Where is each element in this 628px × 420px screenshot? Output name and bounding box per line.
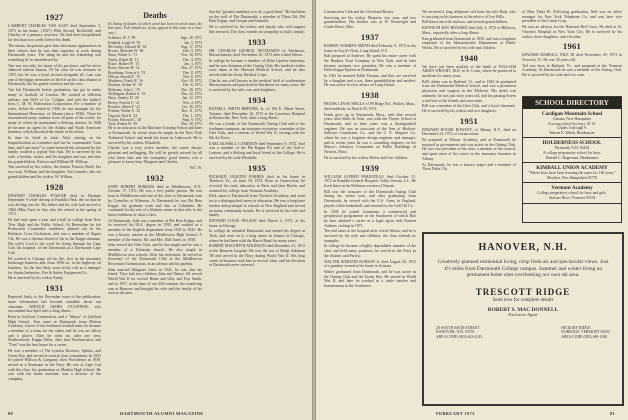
school-listing (523, 109, 621, 138)
address-line: AREA CODE (802) 649-1040 (561, 334, 608, 339)
obituary-paragraph: Charlie was well known in the medical field of southeastern Massachusetts and practiced in Fairhaven for many years. He is survived by his wife, son, and daughters. (209, 78, 305, 93)
school-detail: "Where boys have been learning the ropes for 160 years." (528, 171, 616, 176)
death-date: Jan. 3, 1973 (184, 62, 202, 66)
obituary-paragraph: RUSSELL SMITH BREWER, Jr. of 194 E. Mead Street, Toronto, died December 10, 1972 at the Lawrence Hospital in Bronxville, New York, after a long illness. (209, 106, 305, 121)
class-year-heading: 1934 (247, 94, 267, 105)
death-date: Dec. 6, 1972 (183, 83, 202, 88)
school-listing (523, 183, 621, 203)
left-column-3 (209, 10, 305, 269)
death-name: Wilson, Harold E. '15 (108, 74, 140, 79)
death-date: Dec. 22, 1972 (181, 92, 202, 97)
class-year-heading: 1931 (45, 283, 64, 294)
obituary-paragraph: EDWARD CHARLES FOWLER died in Hyannis September 9 while driving in Franklin Park, the car that he was driving was hit. His father and his wife had moved to 1966 (Miss Tarr) in they also the retired in the spring of 1972. (8, 193, 101, 217)
ad-address-norwich (561, 326, 610, 340)
obituary-paragraph: Reported lately to the December issue of the publication, more information has become available about our classmate ARNOLD JAMES O'CONNOR, who succumbed last April after a long illness. (8, 295, 101, 314)
death-name: Matthews, Frank H. '16 (108, 79, 143, 84)
obituary-paragraph: Frank grew up in Waymouth, Mass., and after several years with Shills & Sons, was with the Thayer School at Dartmouth, and in later years was a distinguished engineer. He was an associate of the firm of Hudson-Sullivan Consultants Co., and the C. E. Maguire Co. where he was a longtime design engineer and manager, and in recent years he was a consulting engineer on the Mayor's Advisory Committee on Public Buildings of Newton, Mass. (324, 112, 416, 155)
obituary-paragraph: We received a long telephone call from his wife Ruth, who is carrying on his business at the advice of Lea Wills. (422, 10, 516, 19)
school-directory-ad (522, 96, 622, 223)
obituary-paragraph: Ken graduated from Dartmouth in 1939, and was a longtime employee of the Massachusetts Department of Public Works. He is survived by his wife and children. (422, 36, 516, 50)
left-column-2-body (108, 126, 202, 296)
obituary-paragraph: At Dartmouth, he was a history major and a member of Theta Delta Chi. (422, 162, 516, 172)
obituary-paragraph: Bill's father was in Rutland, Vt., and in 1943 he graduated from the Dartmouth Medical School, and was a prominent physician and surgeon in the Midwest. His death was untimely; he was just sixty years old, and his passing leaves a real loss to his friends and associates. (422, 79, 516, 103)
school-detail: Saxtons River, Vermont 05154 (548, 195, 596, 200)
obituary-paragraph: He is an instructor in the Machine Training School and later at Portsmouth. In recent years he taught in the New York Technical School and made his home in Lakewood. He is survived by his widow, Elizabeth. (108, 126, 202, 145)
address-line: HANOVER, N.H. 03755 (436, 330, 475, 335)
death-date: Sept. 28, 1972 (180, 36, 202, 41)
obituary-paragraph: In college he became a highly dependable member of the class and held many positions; he served in the Navy in the Atlantic and Pacific. (324, 244, 416, 258)
right-column-1 (324, 10, 416, 290)
school-detail: Grades 5 through 9. (556, 126, 588, 131)
obituary-paragraph: WILLIAM ALFRED PARENTEAU died October 31, 1972 in Franklin General Hospital, Valley Stream, L.I., He lived there in the Bellmore section of Nassau. (324, 174, 416, 188)
death-date: Dec. 30, 1972 (181, 122, 202, 127)
obituary-paragraph: Bill was a member of the Glee Club, and a loyal classmate. He is survived by his widow and two daughters. (422, 104, 516, 113)
ad-hanover-title: HANOVER, N.H. (478, 242, 568, 253)
deaths-heading: Deaths (143, 11, 167, 20)
right-page-footer-title: FEBRUARY 1973 (436, 411, 475, 416)
obituary-paragraph: The memo, his parents gave him after many appearances in their classes that he was their supreme at work during Dartmouth years. The thing he and his friendship was something he is remembered by. (8, 43, 101, 62)
obituary-paragraph: We have just been notified of the death of WILLIAM AIKEN WRIGHT, M.D. in St. Louis, where he practiced in medicine for many years. (422, 64, 516, 79)
death-date: Nov. 19, 1972 (181, 79, 202, 84)
death-name: Fowler, Edward C. '28 (108, 117, 142, 122)
death-date: Dec. 11, 1972 (181, 109, 202, 114)
obituary-paragraph: of Beta Theta Pi. Following graduation, Niel was an office manager for New York Telephone Co. and was later vice president of the Cintas Corp. (522, 10, 622, 24)
obituary-paragraph: He is survived by his widow and family who will support this research. The class extends its sympathy to Jack's family. (209, 25, 305, 34)
obituary-paragraph: John served the Glee Club, and he has taught and he was a member of a Unitarian church. He also taught in Middletown area schools. After his retirement, he served as Secretary of the Dartmouth Club in the Middletown Recreation Commission, as an advisor and his parents. (108, 243, 202, 267)
school-listing (523, 163, 621, 183)
class-year-heading: 1939 (360, 162, 380, 173)
school-listings (523, 109, 621, 204)
school-directory-title: SCHOOL DIRECTORY (523, 97, 621, 109)
ad-address-hanover (436, 326, 482, 340)
school-detail: A young school for boys 10-15. (547, 121, 597, 126)
ad-agent-sub: Exclusive Agent (508, 311, 538, 317)
class-year-heading: 1951 (459, 115, 479, 126)
obituary-paragraph: that his "greatest ambition is to do a good deed." He had been on the staff of The Dartmouth, a member of Theta Chi, Phi Beta Kappa, and Casque and Gauntlet. (209, 10, 305, 24)
class-year-heading: 1935 (247, 162, 267, 173)
right-column-3 (522, 10, 622, 90)
death-date: Nov. 8, 1972 (182, 74, 202, 79)
obituary-paragraph: Bob prepared at Andover. He spent his entire career with the Bankers Trust Company in New York, and he later became assistant vice president. He was a member of Delta Kappa Epsilon at Dartmouth. (324, 54, 416, 73)
obituary-paragraph: ROBERT MAGOFFIN ATKINSON died December 21, 1972 at the Hanover hospital. He was the son of Ralph Atkinson '08 and served in the Navy during World War II. His long career in business took him to several cities, and his devotion to Dartmouth never wavered. (209, 244, 305, 268)
school-detail: College preparatory school for boys and girls. (537, 191, 607, 196)
obituary-paragraph: He is survived by his widow Helen, and five children. (324, 155, 408, 160)
obituary-paragraph: In college he became a member of Delta Upsilon fraternity, and he was chairman of the Outing Club. His medical studies were taken at the Harvard Medical School, and he also served with the Army Medical Corps. (209, 58, 305, 78)
obituary-paragraph: RICHARD JAQUITH FORBES died in his home in Thetford, Vt., on June 19, 1972. Born in Connecticut, he received his early education in Paris and later Berlin, and returned for college from Vermont Academy. (209, 174, 305, 193)
obituary-paragraph: DR. CHARLES GEORGE NECHAMEN of Fairhaven, Massachusetts, died November 25, 1972 after a brief illness. (209, 48, 305, 58)
class-year-heading: 1937 (360, 31, 380, 42)
death-name: Wellington, Robert S. '19 (108, 92, 146, 97)
obituary-paragraph: JOHN ROBERT PERKINS died in Middletown, N.Y., October 17, 1972. He was a very public person. He was born in Middletown and one of the class at Dartmouth, sent by Cornelius of Wheaton. At Dartmouth he was Phi Beta Kappa; his graduate work had also at Columbia. He continued for the rest of a lifetime career in that role, in the finest traditions of what is best. (108, 184, 202, 217)
death-date: Dec. 8, 1972 (183, 70, 202, 75)
school-detail: Meriden, New Hampshire 03770 (547, 175, 597, 180)
left-column-1 (8, 10, 101, 383)
death-date: Jan. 12, 1973 (182, 96, 202, 101)
ad-cta: Send now for complete details (492, 297, 554, 303)
death-name: Tuck, Robert H. '30 (108, 122, 138, 127)
obituary-paragraph: EARL RUSSELL CAMERON died September 9, 1972. Earl was a member of the Phi Kappa Psi and of the Jack-o-Lantern, and a lifelong and loyal friend of the College. He is survived by his wife Elizabeth. (209, 141, 305, 160)
trescott-ridge-ad (422, 232, 624, 406)
school-detail: Donald C. Hagerman, Headmaster (545, 155, 599, 160)
obituary-paragraph: Bill leaves his wife and son, and several grandchildren. (422, 20, 509, 25)
signoff: W.C.W. (189, 166, 202, 171)
obituary-paragraph: Ted was born in Rutland, Vt., and prepared at the Vermont Academy. At Dartmouth he was a member of the Outing Club. He is survived by his wife and two sons. (522, 63, 622, 78)
death-date: Nov. 4, 1972 (182, 100, 202, 105)
right-page-number: 81 (610, 411, 616, 416)
death-date: Dec. 18, 1972 (181, 87, 202, 92)
obituary-paragraph: Van was not only for home of his province, and he never chanced without honors. Of his class he was treasurer in 1955, but he was a loyal second alongside all. Lam was one of the happy memories of the life on his class alumni at Dartmouth, his, his gentle courtesy and his crew. (8, 63, 101, 87)
obituary-paragraph: He is survived by his widow Emily. (8, 276, 64, 281)
obituary-paragraph: Surviving are his widow Marjorie, two sons, and two grandchildren. His brother was at W. Kenwright and Cooke River, Ohio. (324, 15, 416, 30)
school-name: Vermont Academy (551, 185, 593, 192)
obituary-paragraph: LAMBERT CHARLES VAN AAST died September 3, 1972 in his home. (1927) With Stroud, Brickfield, and Chesley of a primary structure. He had been hospitalized for less than two weeks before his death. (8, 24, 101, 43)
obituary-paragraph: Ed prepared at Albany Academy, and at Dartmouth he majored in government and was active in the Outing Club. He was vice president of his class, a member of the council, and spent most of his career in the insurance business in Albany. (422, 138, 516, 161)
death-name: Osgood, Paul E. '24 (108, 113, 138, 118)
death-date: Sept. 9, 1972 (182, 117, 202, 122)
death-date: Oct. 26, 1972 (181, 104, 202, 109)
death-name: Taylor, Ralph M. '12 (108, 57, 139, 62)
death-name: Rowe, Stewart H. '14 (108, 66, 140, 71)
left-page (0, 0, 312, 420)
address-line: 20 SOUTH MAIN STREET (436, 325, 480, 330)
obituary-paragraph: In 1941 he married Edith Thomas, and they are survived by a daughter and a son, three grandchildren and another. He was active in civic affairs on Long Island. (324, 74, 416, 88)
death-name: Deyo, Stanley D. '20 (108, 96, 139, 101)
death-name: McCarthy, Edward M. '02 (108, 44, 147, 49)
obituary-paragraph: In college he attended Dartmouth and earned his degree at Tuck, and went on to a long career in finance in Chicago, where he had been with the Harris Bank for many years. (209, 229, 305, 243)
obituary-paragraph: In 1945 he joined Grumman, a commercial and geophysical programmer in the Southwest of which Bob he later attained a career as a legal agent with Eastern Airlines, retiring in 1971. (324, 209, 416, 228)
obituary-paragraph: He was an advisor for the National Red Cross. He died at St. Vincent's Hospital in New York City. He is survived by his widow, three daughters, and a brother. (522, 25, 622, 39)
obituary-paragraph: Charles was a very active member, the career always pleasant and unflagging. He will be greatly missed by all who knew him and his exemplary good humor, was a pleasure to know him. Margaret and Charles. (108, 146, 202, 165)
school-detail: Plymouth, N.H. 03264 (554, 146, 590, 151)
school-detail: A college preparatory school for boys. (542, 150, 602, 155)
obituary-paragraph: WALTER EDMUND ROBSON Jr. died August 20, 1972 of a gunshot wound at his home in Arizona. (324, 259, 416, 269)
address-line: AREA CODE (603) 643-4143 (436, 334, 483, 339)
death-name: Perkins, Walter A. '23 (108, 109, 141, 114)
obituary-paragraph: John married Margaret Jones in 1941; he was also his friend. They had two children, John and Nancy. He served World War II for several Rome and Gila, and Fort Smith, and in 1957, at the time of our 25th reunion, the round-trip was at Hanover and brought his wife and the family of his own to the area. (108, 267, 202, 296)
death-name: Hovey, Everett C. '21 (108, 100, 140, 105)
class-year-heading: 1932 (145, 172, 165, 183)
obituary-paragraph: The end came in the hospital after a brief illness, and he is survived by his wife and children; the class extends its sympathy. (324, 229, 416, 243)
obituary-paragraph: EDWARD KIMBALL NILE III died November 29, 1972 in Norwich, Vt. He was 33 years old. (522, 53, 622, 62)
death-name: Hoskins, Arthur W. '18 (108, 83, 142, 88)
obituary-paragraph: Van survived by his widow, the former Frances Buell; her two sons, William, and his daughter. Van Grunder, also six grandchildren and his widow, W. Willson. (8, 165, 101, 179)
obituary-paragraph: In time he lived in chair. After retiring on his hospitalization as a member and one he commanded "Lam dear, and Lam more" to some honored this treasured by the family recalled a typical Van Aast. He is survived by his wife, a brother, sisters, and his daughter and son, and also his grandchildren, Patricia and William M. Willson. (8, 136, 101, 164)
address-line: HICKORY RIDGE (561, 325, 591, 330)
left-page-footer-title: DARTMOUTH ALUMNI MAGAZINE (120, 411, 204, 416)
death-date: Dec. 4, 1972 (183, 57, 202, 62)
obituary-paragraph: Dick came to Dartmouth from Thetford Academy, and went on to a distinguished career in education. He was a long-time teacher and principal in schools in New England and served on many community boards. He is survived by his wife and family. (209, 194, 305, 218)
death-name: Mahoney, John L. '19 (108, 87, 140, 92)
class-year-heading: 1927 (45, 12, 64, 22)
left-page-number: 80 (8, 411, 14, 416)
deaths-list (108, 36, 202, 126)
death-name: Schleiter, W. J. '99 (108, 36, 136, 41)
death-date: Aug. 17, 1972 (180, 44, 202, 49)
ad-hanover-text: Creatively planned residential living, crisp fresh air and spectacular views. Just 4½ miles from Dartmouth College campus. Summer and winter living on permanent home sites overlooking our own ski area. (437, 259, 609, 279)
class-year-heading: 1938 (360, 90, 380, 101)
obituary-paragraph: KENNETH RAY HOWARD died July 3, 1972 in Billerica, Mass., reportedly after a long illness. (422, 26, 516, 35)
obituary-paragraph: Born in Guilford, Connecticut, and a "Mayor" at Guilford High School, Tom came to Dartmouth from Hebron Academy. Career of the freshmen football team, he became a member of a team for the others and he was an officer and a player. After he went on, after one year, Northwestern. Kappa Delta, after that Northwestern, and "Tom" was the best home for a career. (8, 314, 101, 348)
school-detail: Canaan, New Hampshire (552, 117, 592, 121)
death-date: Nov. 10, 1972 (181, 53, 202, 58)
obituary-paragraph: Ed had only spent a year and a half in college from New Trier High and the Public School. At Rensselaer he left Production Committee residence, phased out in the Barbarys Cross Orchestras, and was a member of Sigma Chi. He was a lifetime friend of the in the Kappa alumnae. His wife's Lord is the word for living through his Cape Cod, his hospital, of the Dartmouth at a Dartmouth Cape Cod. (8, 218, 101, 255)
school-listing (523, 138, 621, 163)
death-name: Shaw, Walter G. '11 (108, 53, 138, 58)
obituary-paragraph: Bill was the treasurer of the Dartmouth Outing Club during his senior year, and after graduating from Dartmouth, he served with the U.S. Army in England, played a little basketball, and returned to the Gulf Oil Co. (324, 189, 416, 208)
right-page (316, 0, 628, 420)
obituary-paragraph: Walter graduated from Dartmouth, and he was active in the Outing Club and the Green Key. He served in World War II, and later he worked as a cattle rancher and businessman in the Southwest. (324, 269, 416, 289)
school-detail: Warren E. Walsh, Headmaster (549, 130, 595, 135)
obituary-paragraph: ROBERT WARREN SMITH died February 9, 1972 in his home in Lloyd's Neck, Long Island, N.Y. (324, 43, 416, 53)
obituary-paragraph: EDWARD ROGER ROWLEY, of Albany, N.Y., died on December 24, 1972 of a brain tumor. (422, 127, 516, 137)
class-year-heading: 1961 (562, 41, 582, 52)
obituary-paragraph: Construction Club and the Cleveland Rotary. (324, 10, 394, 14)
obituary-paragraph: EDWARD LOUIS NELSON died March 4, 1972, at his home in Chicago. (209, 218, 305, 228)
left-column-2 (108, 10, 202, 297)
class-year-heading: 1928 (45, 181, 64, 192)
deaths-intro: (A listing of deaths of which word has been received since the last issue, Full obituaries, if any, appear in this issue or a later one.) (108, 22, 202, 35)
class-year-heading: 1933 (247, 36, 267, 47)
death-name: Boardman, Francis S. '15 (108, 70, 146, 75)
death-name: Brown, Malcolm W. '06 (108, 49, 144, 54)
ad-addresses (436, 326, 610, 340)
death-name: Rossiter, Albert F. '22 (108, 104, 140, 109)
school-name: HOLDERNESS SCHOOL (542, 140, 602, 147)
obituary-paragraph: At Dartmouth, John was a member of Phi Beta Kappa, and he received his M.A. degree in 1935, and worked as a member of the English department from 1935 to 1943. He was a history teacher at the Middletown High School. A member of the Senior, Mr. and Mrs. Hall Jones, in 1938. (108, 218, 202, 242)
address-line: NORWICH, VERMONT 05055 (561, 330, 610, 335)
obituary-paragraph: He was a leader of the Dartmouth Outing Club and of the freshmen commons, an insurance executive, a member of the Glee Club, and a veteran of World War II, serving with the 8th Air Force. (209, 121, 305, 141)
ad-brand: TRESCOTT RIDGE (475, 286, 571, 297)
ad-agent: ROBERT S. MAC DONNELL (487, 307, 559, 314)
death-date: Dec. 1, 1972 (183, 113, 202, 118)
death-date: Dec. 9, 1972 (183, 49, 202, 54)
death-name: Bruce, Hubert W. '13 (108, 62, 140, 66)
right-column-2 (422, 10, 516, 232)
obituary-paragraph: Ed worked at Chicago all his life, first in the insurance brokerage business and, from 1936 on, in the highway oil business, for the last thirty years in his role as a manager for Sunite Industries, Fire & Safety Equipment Co. (8, 256, 101, 275)
death-date: Jan. 5, 1973 (184, 40, 202, 45)
obituary-paragraph: Van left Dartmouth before graduation, but got in under many of football, of London. He worked at different stations, and Wolf of Co. Colgate, and with his father's firm, L. M. W. Fabrication Corporation, For a number of years, before he retired in 1946, he was manager for the International Harvester, of Atlanta (since 1936). There he encountered many students from all parts of the world, for many of whom he maintained a lifelong interest. In 1948 he became an agent for the Atlanta and North American business, which absorbed the whole of his effort. (8, 88, 101, 135)
death-name: Kimball, Leigh W. '01 (108, 40, 141, 45)
class-year-heading: 1940 (459, 52, 479, 63)
obituary-paragraph: He was a member of The Lyndon Boosters, Sphinx, and Green Key, and served in several class committees. In 1931 he joined Willson & Company, then Providence in 1939, served as a lieutenant in the Navy. He was at Cape Cod with the class, his graduation as Maiden High School. He was with the home assistant, was a director of the company. (8, 348, 101, 382)
school-name: Cardigan Mountain School (541, 111, 603, 117)
death-date: Dec. 27, 1972 (181, 66, 202, 71)
school-name: KIMBALL UNION ACADEMY (536, 165, 608, 172)
obituary-paragraph: FRANK LEWIS SHILLS of 99 Ridge Rd., Walton, Mass., died suddenly on March 29, 1972. (324, 102, 416, 111)
